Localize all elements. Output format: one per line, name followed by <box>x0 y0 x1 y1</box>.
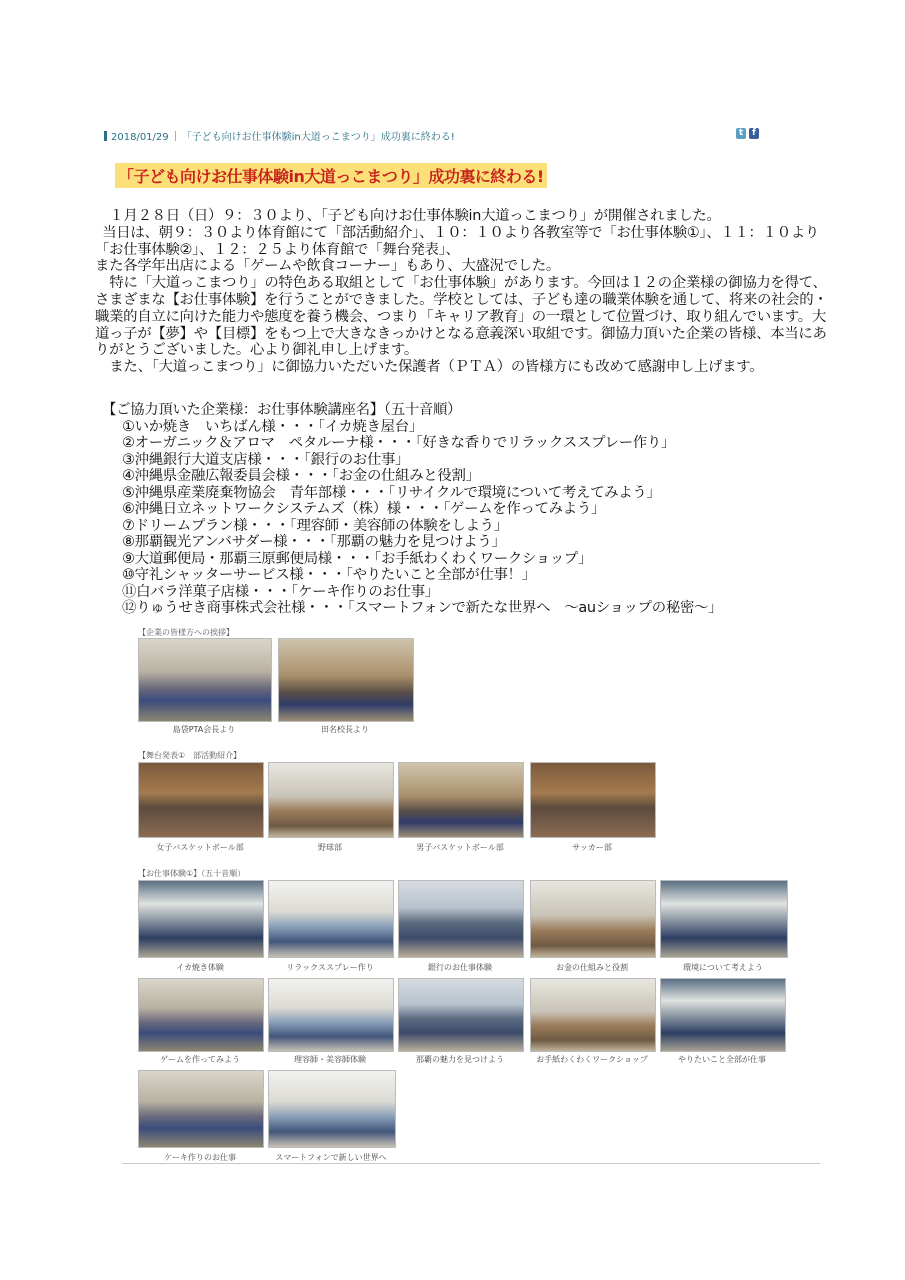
post-meta <box>104 128 455 143</box>
paragraph: また各学年出店による「ゲームや飲食コーナー」もあり、大盛況でした。 <box>95 258 560 275</box>
twitter-icon[interactable]: t <box>736 128 746 139</box>
photo-bank[interactable] <box>398 880 524 958</box>
bottom-divider <box>122 1163 820 1164</box>
photo-naha[interactable] <box>398 978 524 1052</box>
photo-money[interactable] <box>530 880 656 958</box>
date-marker <box>104 131 107 141</box>
photo-pta-greeting[interactable] <box>138 638 272 722</box>
photo-principal-greeting[interactable] <box>278 638 414 722</box>
photo-caption: スマートフォンで新しい世界へ <box>275 1153 387 1162</box>
list-item: ⑩守礼シャッターサービス様・・・「やりたいこと全部が仕事！」 <box>122 567 536 583</box>
article-title: 「子ども向けお仕事体験in大道っこまつり」成功裏に終わる! <box>115 163 547 188</box>
social-share <box>736 128 759 139</box>
paragraph: また、「大道っこまつり」に御協力いただいた保護者（ＰＴＡ）の皆様方にも改めて感謝申し上げます。 <box>109 359 764 376</box>
photo-caption: 田名校長より <box>321 725 369 734</box>
list-heading: 【ご協力頂いた企業様：お仕事体験講座名】（五十音順） <box>102 402 462 418</box>
photo-boys-basketball[interactable] <box>398 762 524 838</box>
photo-caption: リラックススプレー作り <box>286 963 374 972</box>
photo-game[interactable] <box>138 978 264 1052</box>
list-item: ⑤沖縄県産業廃棄物協会 青年部様・・・「リサイクルで環境について考えてみよう」 <box>122 484 661 501</box>
photo-caption: サッカー部 <box>572 843 612 852</box>
photo-caption: 那覇の魅力を見つけよう <box>416 1055 504 1064</box>
breadcrumb-title[interactable]: 「子ども向けお仕事体験in大道っこまつり」成功裏に終わる! <box>181 132 455 143</box>
photo-soccer[interactable] <box>530 762 656 838</box>
paragraph: 特に「大道っこまつり」の特色ある取組として「お仕事体験」があります。今回は１２の企業様の御協力を得て、さまざまな【お仕事体験】を行うことができました。学校としては、子ども達の職業体験を通して、将来の社会的・職業的自立に向けた能力や態度を養う機会、つまり「キャリア教育」の一環として位置づけ、取り組んでいます。大道っ子が【夢】や【目標】をもつ上で大きなきっかけとなる意義深い取組です。御協力頂いた企業の皆様、本当にありがとうございました。心より御礼申し上げます。 <box>95 275 828 359</box>
article-body <box>95 208 835 376</box>
section-label-greetings: 【企業の皆様方への挨拶】 <box>138 628 234 637</box>
list-item: ⑥沖縄日立ネットワークシステムズ（株）様・・・「ゲームを作ってみよう」 <box>122 501 606 517</box>
photo-caption: ケーキ作りのお仕事 <box>164 1153 236 1162</box>
photo-caption: 野球部 <box>318 843 342 852</box>
photo-spray[interactable] <box>268 880 394 958</box>
photo-barber[interactable] <box>268 978 394 1052</box>
photo-caption: 環境について考えよう <box>683 963 763 972</box>
photo-caption: 島袋PTA会長より <box>172 725 236 734</box>
paragraph: 当日は、朝９：３０より体育館にて「部活動紹介」、１０：１０より各教室等で「お仕事体験①」、１１：１０より「お仕事体験②」、１２：２５より体育館で「舞台発表」、 <box>95 224 820 258</box>
photo-baseball[interactable] <box>268 762 394 838</box>
facebook-icon[interactable]: f <box>749 128 759 139</box>
list-item: ⑧那覇観光アンバサダー様・・・「那覇の魅力を見つけよう」 <box>122 534 506 550</box>
list-item: ⑨大道郵便局・那覇三原郵便局様・・・「お手紙わくわくワークショップ」 <box>122 550 593 567</box>
photo-girls-basketball[interactable] <box>138 762 264 838</box>
photo-caption: お金の仕組みと役割 <box>556 963 628 972</box>
photo-caption: イカ焼き体験 <box>176 963 224 972</box>
photo-caption: お手紙わくわくワークショップ <box>536 1055 648 1064</box>
photo-squid[interactable] <box>138 880 264 958</box>
company-list <box>102 402 722 617</box>
paragraph: １月２８日（日）９：３０より、「子ども向けお仕事体験in大道っこまつり」が開催されました。 <box>109 208 721 224</box>
section-label-work: 【お仕事体験①】（五十音順） <box>138 869 246 878</box>
list-item: ③沖縄銀行大道支店様・・・「銀行のお仕事」 <box>122 451 410 468</box>
post-date: 2018/01/29 <box>111 132 169 143</box>
photo-caption: 銀行のお仕事体験 <box>428 963 492 972</box>
photo-smartphone[interactable] <box>268 1070 396 1148</box>
photo-caption: 男子バスケットボール部 <box>416 843 504 852</box>
photo-caption: ゲームを作ってみよう <box>160 1055 240 1064</box>
photo-caption: やりたいこと全部が仕事 <box>678 1055 766 1064</box>
list-item: ⑪白バラ洋菓子店様・・・「ケーキ作りのお仕事」 <box>122 583 439 600</box>
list-item: ②オーガニック＆アロマ ペタルーナ様・・・「好きな香りでリラックススプレー作り」 <box>122 435 676 451</box>
photo-caption: 女子バスケットボール部 <box>156 843 244 852</box>
section-label-stage: 【舞台発表① 部活動紹介】 <box>138 751 242 760</box>
photo-shutter[interactable] <box>660 978 786 1052</box>
photo-caption: 理容師・美容師体験 <box>294 1055 366 1064</box>
list-item: ①いか焼き いちばん様・・・「イカ焼き屋台」 <box>122 418 423 435</box>
photo-cake[interactable] <box>138 1070 264 1148</box>
photo-letter[interactable] <box>530 978 656 1052</box>
list-item: ⑫りゅうせき商事株式会社様・・・「スマートフォンで新たな世界へ ～auショップの秘密～」 <box>122 600 723 616</box>
list-item: ④沖縄県金融広報委員会様・・・「お金の仕組みと役割」 <box>122 468 480 484</box>
photo-environment[interactable] <box>660 880 788 958</box>
list-item: ⑦ドリームプラン様・・・「理容師・美容師の体験をしよう」 <box>122 517 508 534</box>
